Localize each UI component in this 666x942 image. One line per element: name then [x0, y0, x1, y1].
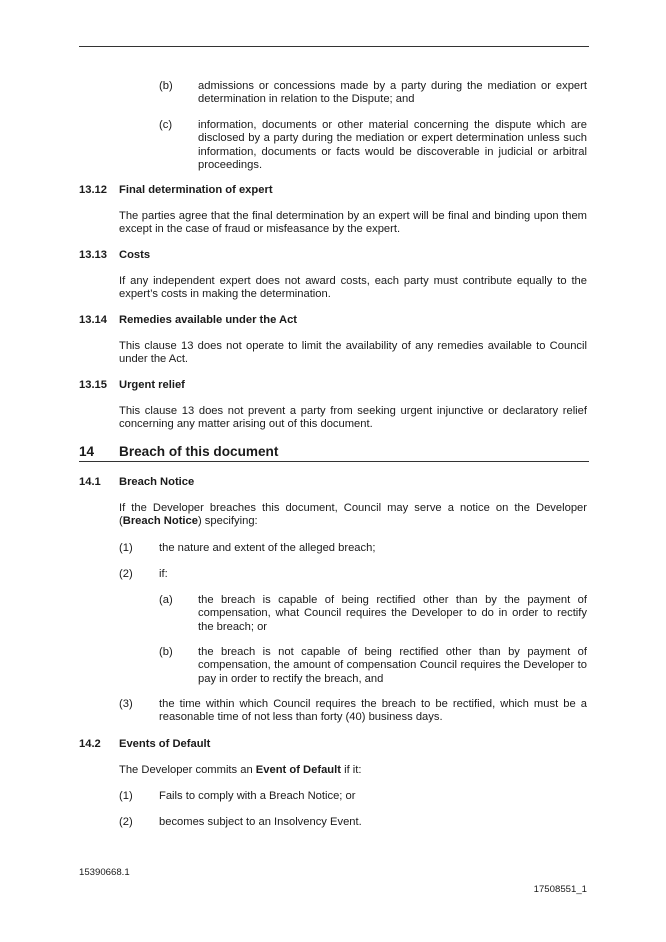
footer-left-ref: 15390668.1: [79, 867, 130, 878]
clause-number: 13.12: [79, 184, 107, 196]
item-label: (c): [159, 119, 173, 131]
item-label: (1): [119, 790, 133, 802]
clause-number: 14.1: [79, 476, 101, 488]
subitem-label: (a): [159, 594, 173, 606]
clause-heading: Breach Notice: [119, 476, 195, 488]
intro-text: ) specifying:: [197, 515, 258, 528]
footer-right-ref: 17508551_1: [533, 884, 587, 895]
clause-heading: Urgent relief: [119, 379, 185, 391]
subitem-text: the breach is capable of being rectified other than by the payment of compensation, what Council requires the Developer to do in order to rectify the breach; or: [198, 594, 587, 633]
clause-number: 13.15: [79, 379, 107, 391]
clause-intro: [119, 502, 587, 529]
intro-text: If the Developer breaches this document, Council may serve a notice on the Developer (: [119, 502, 587, 528]
item-text: the time within which Council requires the breach to be rectified, which must be a reasonable time of not less than forty (40) business days.: [159, 698, 587, 724]
clause-intro: [119, 764, 587, 777]
intro-text: The Developer commits an: [119, 764, 256, 776]
clause-heading: Costs: [119, 249, 151, 261]
item-label: (1): [119, 542, 133, 554]
item-text: becomes subject to an Insolvency Event.: [159, 816, 362, 828]
item-text: if:: [159, 568, 168, 580]
item-text: information, documents or other material concerning the dispute which are disclosed by a party during the mediation or expert determination unless such information, documents or facts would be discoverable in judicial or arbitral proceedings.: [198, 119, 587, 172]
clause-number: 13.13: [79, 249, 107, 261]
clause-heading: Remedies available under the Act: [119, 314, 298, 326]
item-label: (b): [159, 80, 173, 92]
item-text: the nature and extent of the alleged breach;: [159, 542, 376, 554]
defined-term: Event of Default: [255, 764, 341, 776]
section-rule: [79, 461, 589, 462]
item-label: (3): [119, 698, 133, 710]
section-heading: Breach of this document: [119, 444, 279, 459]
header-rule: [79, 46, 589, 47]
clause-number: 13.14: [79, 314, 107, 326]
section-number: 14: [79, 444, 95, 459]
intro-text: if it:: [340, 764, 362, 776]
clause-body: If any independent expert does not award costs, each party must contribute equally to the expert’s costs in making the determination.: [119, 275, 587, 301]
clause-body: This clause 13 does not operate to limit the availability of any remedies available to Council under the Act.: [119, 340, 587, 366]
item-text: admissions or concessions made by a party during the mediation or expert determination in relation to the Dispute; and: [198, 80, 587, 106]
item-label: (2): [119, 568, 133, 580]
subitem-text: the breach is not capable of being rectified other than by payment of compensation, the amount of compensation Council requires the Developer to pay in order to rectify the breach, and: [198, 646, 587, 685]
clause-heading: Events of Default: [119, 738, 211, 750]
clause-body: The parties agree that the final determination by an expert will be final and binding upon them except in the case of fraud or misfeasance by the expert.: [119, 210, 587, 236]
item-text: Fails to comply with a Breach Notice; or: [159, 790, 356, 802]
clause-number: 14.2: [79, 738, 101, 750]
subitem-label: (b): [159, 646, 173, 658]
item-label: (2): [119, 816, 133, 828]
clause-body: This clause 13 does not prevent a party from seeking urgent injunctive or declaratory relief concerning any matter arising out of this document.: [119, 405, 587, 431]
clause-heading: Final determination of expert: [119, 184, 273, 196]
defined-term: Breach Notice: [122, 515, 198, 528]
